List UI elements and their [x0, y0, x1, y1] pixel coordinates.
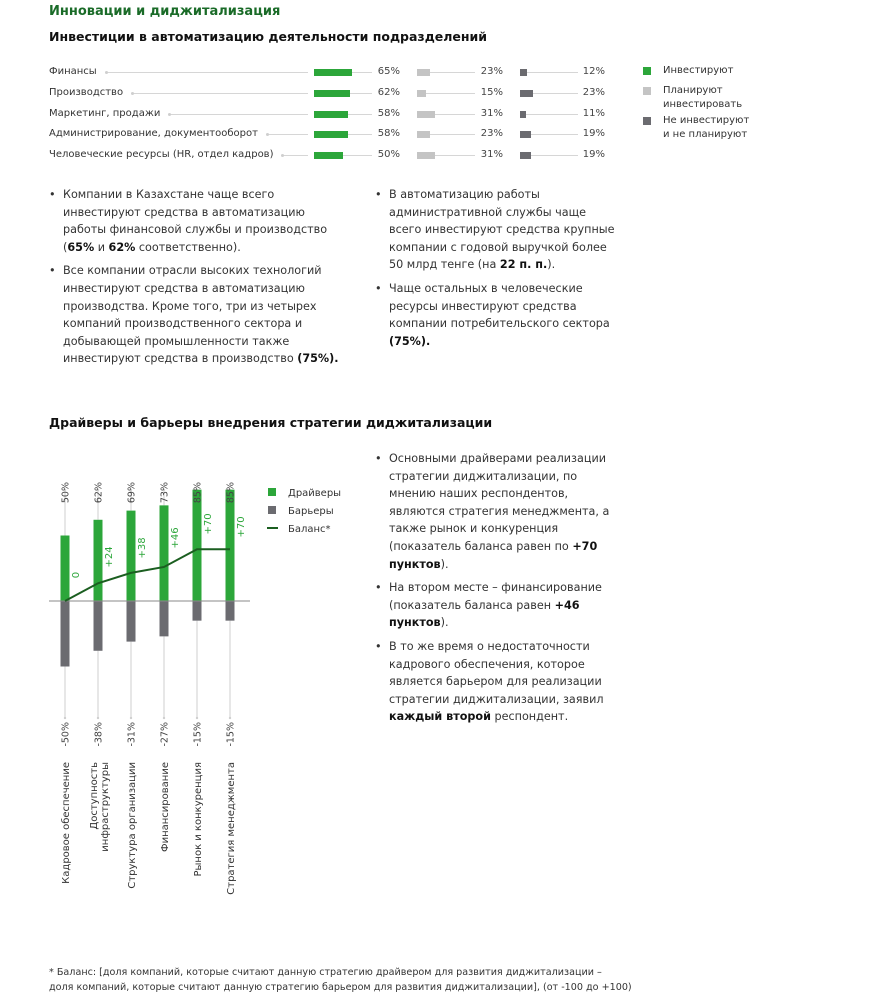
bar-plan	[417, 152, 435, 159]
bullet-text: соответственно).	[135, 240, 241, 254]
value-label-no: 23%	[582, 86, 605, 98]
footnote-line: * Баланс: [доля компаний, которые считают данную стратегию драйвером для развития диджитализации –	[49, 967, 602, 978]
bullet-text: Все компании отрасли высоких технологий инвестируют средства в автоматизацию производства. Кроме того, три из четырех компаний производственного сектора и добывающей промышленности также инвестируют средства в производство	[63, 264, 322, 366]
value-label-invest: 62%	[377, 86, 400, 98]
value-label-plan: 31%	[480, 149, 503, 161]
bullet-item	[375, 450, 625, 573]
bar-plan	[417, 90, 426, 97]
bullets-right	[375, 186, 615, 356]
barrier-bar	[226, 601, 235, 621]
barrier-bar	[160, 601, 169, 636]
driver-value-label: 69%	[126, 482, 138, 504]
bullet-item	[375, 579, 625, 632]
bar-no	[520, 131, 531, 138]
barrier-bar	[94, 601, 103, 651]
value-label-invest: 58%	[377, 107, 400, 119]
barrier-value-label: -50%	[60, 722, 72, 747]
driver-bar	[160, 505, 169, 601]
bullet-bold-text: 65%	[67, 240, 95, 254]
bullet-text: В автоматизацию работы административной службы чаще всего инвестируют средства крупные компании с годовой выручкой более 50 млрд тенге (на	[389, 188, 615, 272]
barrier-value-label: -15%	[192, 722, 204, 747]
bullet-item	[375, 186, 615, 274]
bar-invest	[314, 131, 348, 138]
driver-bar	[94, 520, 103, 601]
bullet-item	[375, 280, 615, 350]
bullet-bold-text: (75%).	[297, 352, 339, 366]
legend-label	[663, 64, 733, 78]
guide-dot	[97, 717, 99, 719]
bullet-bold-text: каждый второй	[389, 710, 491, 724]
bullet-bold-text: (75%).	[389, 334, 431, 348]
row-label: Администрирование, документооборот	[49, 128, 258, 140]
value-label-no: 19%	[582, 149, 605, 161]
bullet-bold-text: +70 пунктов	[389, 539, 598, 571]
legend-swatch	[643, 67, 651, 75]
drivers-barriers-chart	[0, 440, 360, 900]
balance-value-label: +70	[203, 513, 214, 535]
category-label: Доступностьинфраструктуры	[89, 762, 111, 852]
value-label-no: 19%	[582, 128, 605, 140]
investment-chart-title: Инвестиции в автоматизацию деятельности подразделений	[49, 29, 488, 44]
category-label: Кадровое обеспечение	[61, 762, 72, 884]
bar-no	[520, 152, 531, 159]
guide-dot	[163, 717, 165, 719]
section-title: Инновации и диджитализация	[49, 4, 281, 19]
bullet-text: ).	[547, 258, 556, 272]
barrier-bar	[61, 601, 70, 667]
footnote-line: доля компаний, которые считают данную стратегию барьером для развития диджитализации], (от -100 до +100)	[49, 982, 632, 993]
bar-no	[520, 111, 526, 118]
barrier-value-label: -38%	[93, 722, 105, 747]
leader-line	[107, 72, 308, 73]
guide-dot	[64, 717, 66, 719]
row-label: Маркетинг, продажи	[49, 107, 161, 119]
value-label-plan: 31%	[480, 107, 503, 119]
bar-no	[520, 90, 533, 97]
legend-label-line: и не планируют	[663, 129, 748, 140]
bullet-bold-text: +46 пунктов	[389, 598, 580, 630]
legend-label: Баланс*	[288, 524, 331, 535]
barrier-bar	[193, 601, 202, 621]
bullet-item	[375, 638, 625, 726]
bullet-item	[49, 186, 349, 256]
value-label-plan: 15%	[480, 86, 503, 98]
bullet-text: ).	[440, 616, 449, 630]
legend-label-line: Инвестируют	[663, 65, 734, 76]
legend-label-line: Не инвестируют	[663, 115, 750, 126]
balance-value-label: +46	[170, 527, 181, 549]
legend-swatch	[643, 87, 651, 95]
legend-label	[663, 84, 742, 112]
driver-value-label: 73%	[159, 482, 171, 504]
footnote	[49, 965, 649, 995]
balance-value-label: 0	[71, 571, 82, 579]
bullet-text: респондент.	[490, 710, 569, 724]
driver-value-label: 50%	[60, 482, 72, 504]
bullet-text: На втором месте – финансирование (показатель баланса равен	[389, 581, 602, 612]
bar-invest	[314, 152, 343, 159]
bullets-left	[49, 186, 349, 374]
legend-label-line: инвестировать	[663, 99, 743, 110]
leader-dot	[105, 71, 108, 74]
drivers-chart-title: Драйверы и барьеры внедрения стратегии диджитализации	[49, 415, 493, 430]
bar-invest	[314, 90, 350, 97]
driver-bar	[193, 490, 202, 601]
leader-dot	[131, 92, 134, 95]
category-label: Финансирование	[160, 762, 171, 852]
legend-swatch-barriers	[268, 506, 276, 514]
row-label: Производство	[49, 86, 124, 98]
row-label: Финансы	[49, 66, 97, 77]
legend-swatch-drivers	[268, 488, 276, 496]
bar-plan	[417, 131, 430, 138]
leader-line	[283, 155, 308, 156]
barrier-value-label: -27%	[159, 722, 171, 747]
category-label: Структура организации	[127, 762, 138, 889]
bullet-text: Компании в Казахстане чаще всего инвестируют средства в автоматизацию работы финансовой службы и производство (	[63, 188, 328, 254]
driver-value-label: 85%	[225, 482, 237, 504]
bar-no	[520, 69, 527, 76]
bullets-drivers	[375, 450, 625, 732]
bullet-item	[49, 262, 349, 368]
driver-bar	[226, 490, 235, 601]
bullet-bold-text: 22 п. п.	[499, 258, 548, 272]
value-label-plan: 23%	[480, 128, 503, 140]
driver-value-label: 85%	[192, 482, 204, 504]
bullet-text: ).	[440, 557, 449, 571]
leader-line	[268, 134, 308, 135]
bullet-bold-text: 62%	[108, 240, 136, 254]
leader-line	[170, 114, 308, 115]
value-label-invest: 65%	[377, 66, 400, 77]
row-label: Человеческие ресурсы (HR, отдел кадров)	[49, 149, 274, 161]
guide-dot	[229, 717, 231, 719]
category-label: Рынок и конкуренция	[193, 762, 204, 877]
bar-invest	[314, 111, 348, 118]
barrier-value-label: -31%	[126, 722, 138, 747]
leader-line	[133, 93, 308, 94]
guide-dot	[196, 717, 198, 719]
value-label-invest: 50%	[377, 149, 400, 161]
driver-value-label: 62%	[93, 482, 105, 504]
bullet-text: и	[94, 240, 109, 254]
value-label-no: 12%	[582, 66, 605, 77]
leader-dot	[168, 113, 171, 116]
bar-plan	[417, 69, 430, 76]
bar-plan	[417, 111, 435, 118]
bullet-text: Основными драйверами реализации стратегии диджитализации, по мнению наших респондентов, являются стратегия менеджмента, а также рынок и конкуренция (показатель баланса равен по	[389, 452, 610, 553]
value-label-plan: 23%	[480, 66, 503, 77]
bullet-text: Чаще остальных в человеческие ресурсы инвестируют средства компании потребительского сектора	[389, 281, 610, 331]
legend-swatch	[643, 117, 651, 125]
category-label: Стратегия менеджмента	[226, 762, 237, 895]
guide-dot	[130, 717, 132, 719]
driver-bar	[61, 536, 70, 602]
balance-value-label: +38	[137, 537, 148, 559]
bullet-text: В то же время о недостаточности кадрового обеспечения, которое является барьером для реализации стратегии диджитализации, заявил	[389, 639, 604, 706]
legend-label: Драйверы	[288, 488, 342, 499]
barrier-value-label: -15%	[225, 722, 237, 747]
value-label-no: 11%	[582, 107, 605, 119]
bar-invest	[314, 69, 352, 76]
track-line	[520, 114, 578, 115]
track-line	[520, 72, 578, 73]
legend-label-line: Планируют	[663, 85, 723, 96]
value-label-invest: 58%	[377, 128, 400, 140]
balance-value-label: +70	[236, 516, 247, 538]
barrier-bar	[127, 601, 136, 642]
legend-label	[663, 114, 749, 142]
driver-bar	[127, 511, 136, 601]
balance-value-label: +24	[104, 546, 115, 568]
leader-dot	[266, 133, 269, 136]
legend-label: Барьеры	[288, 506, 334, 517]
